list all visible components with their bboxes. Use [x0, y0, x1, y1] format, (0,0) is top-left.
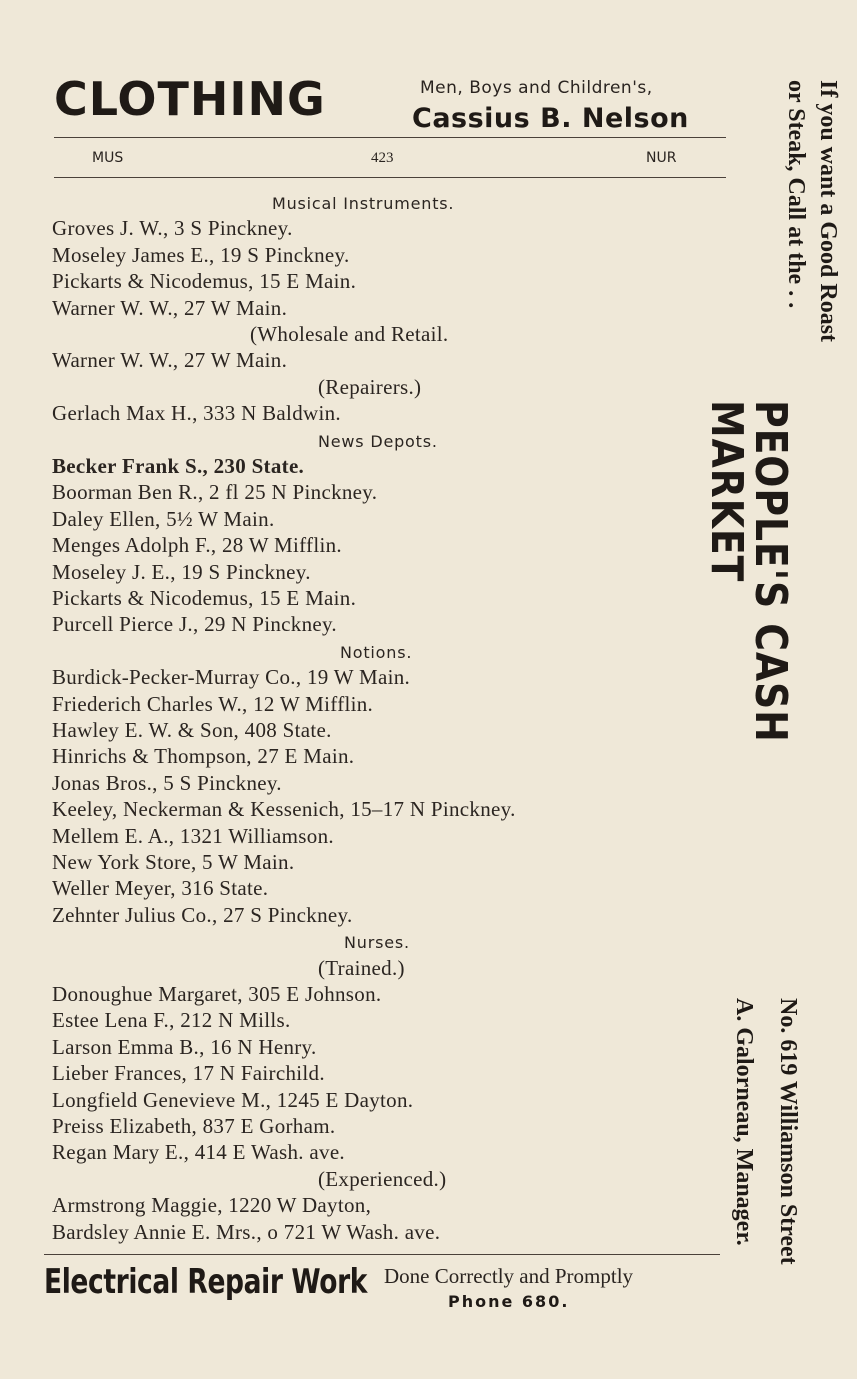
- listing-entry: New York Store, 5 W Main.: [52, 850, 295, 874]
- side-advert-market-name: PEOPLE'S CASH MARKET: [701, 400, 796, 743]
- footer-advert-title: Electrical Repair Work: [44, 1262, 368, 1302]
- side-advert-row-address: [770, 998, 800, 1338]
- section-heading: Notions.: [340, 642, 413, 662]
- listing-entry: Purcell Pierce J., 29 N Pinckney.: [52, 612, 337, 637]
- listing-entry: Moseley James E., 19 S Pinckney.: [52, 242, 350, 267]
- listing-entry: Regan Mary E., 414 E Wash. ave.: [52, 1140, 345, 1165]
- footer-advert-tagline: Done Correctly and Promptly: [384, 1264, 634, 1288]
- footer-advert-phone: Phone 680.: [448, 1292, 570, 1311]
- listing-entry: Pickarts & Nicodemus, 15 E Main.: [52, 586, 357, 610]
- listing-entry: Gerlach Max H., 333 N Baldwin.: [52, 401, 341, 426]
- header-rule-bottom: [54, 177, 726, 178]
- listing-entry: Lieber Frances, 17 N Fairchild.: [52, 1061, 325, 1086]
- listing-entry: Hinrichs & Thompson, 27 E Main.: [52, 744, 355, 769]
- listing-entry: Longfield Genevieve M., 1245 E Dayton.: [52, 1087, 414, 1112]
- listing-entry: Daley Ellen, 5½ W Main.: [52, 506, 275, 531]
- side-advert-big-block: [701, 400, 796, 1000]
- side-advert-address: No. 619 Williamson Street: [775, 998, 801, 1265]
- subsection-label: (Wholesale and Retail.: [250, 322, 449, 346]
- listing-entry: Groves J. W., 3 S Pinckney.: [52, 216, 293, 241]
- listing-entry: Zehnter Julius Co., 27 S Pinckney.: [52, 902, 353, 927]
- listing-entry: Weller Meyer, 316 State.: [52, 876, 269, 901]
- listing-entry: Estee Lena F., 212 N Mills.: [52, 1008, 291, 1033]
- listing-entry: Bardsley Annie E. Mrs., o 721 W Wash. ave.: [52, 1219, 441, 1244]
- footer-rule: [44, 1254, 720, 1255]
- listing-entry: Preiss Elizabeth, 837 E Gorham.: [52, 1114, 336, 1138]
- running-head-left: MUS: [92, 150, 124, 166]
- subsection-label: (Repairers.): [318, 374, 422, 399]
- side-advert-manager: A. Galorneau, Manager.: [731, 998, 757, 1246]
- section-heading: Musical Instruments.: [272, 194, 455, 213]
- listing-entry: Larson Emma B., 16 N Henry.: [52, 1034, 317, 1059]
- side-advert-manager-block: [726, 998, 758, 1338]
- header-advert-clothing: CLOTHING: [54, 72, 326, 126]
- listing-entry: Becker Frank S., 230 State.: [52, 454, 305, 478]
- listing-entry: Menges Adolph F., 28 W Mifflin.: [52, 533, 342, 558]
- listing-entry: Mellem E. A., 1321 Williamson.: [52, 823, 334, 848]
- header-rule-top: [54, 137, 726, 138]
- listing-entry: Jonas Bros., 5 S Pinckney.: [52, 770, 282, 795]
- subsection-label: (Trained.): [318, 955, 405, 980]
- listing-entry: Donoughue Margaret, 305 E Johnson.: [52, 982, 382, 1006]
- listing-entry: Friederich Charles W., 12 W Mifflin.: [52, 691, 374, 716]
- listing-entry: Pickarts & Nicodemus, 15 E Main.: [52, 269, 357, 294]
- section-heading: News Depots.: [318, 431, 438, 451]
- side-advert-line-1: If you want a Good Roast: [815, 80, 841, 343]
- listing-entry: Hawley E. W. & Son, 408 State.: [52, 718, 332, 742]
- subsection-label: (Experienced.): [318, 1166, 447, 1191]
- listing-entry: Warner W. W., 27 W Main.: [52, 295, 288, 320]
- listing-entry: Keeley, Neckerman & Kessenich, 15–17 N Pinckney.: [52, 797, 516, 822]
- page-number: 423: [371, 150, 394, 166]
- listing-entry: Moseley J. E., 19 S Pinckney.: [52, 559, 311, 584]
- side-advert-address-block: [770, 998, 800, 1338]
- header-advert-tagline: Men, Boys and Children's,: [420, 78, 653, 98]
- side-advert-row-1: [810, 80, 840, 1330]
- running-head-right: NUR: [646, 150, 677, 166]
- side-advert-row-manager: [726, 998, 756, 1338]
- listing-entry: Burdick-Pecker-Murray Co., 19 W Main.: [52, 665, 411, 690]
- listing-entry: Boorman Ben R., 2 fl 25 N Pinckney.: [52, 480, 378, 505]
- listing-entry: Warner W. W., 27 W Main.: [52, 348, 288, 373]
- listing-entry: Armstrong Maggie, 1220 W Dayton,: [52, 1193, 372, 1218]
- side-advert-line-2: or Steak, Call at the . .: [783, 80, 809, 309]
- section-heading: Nurses.: [344, 933, 410, 953]
- header-advert-name: Cassius B. Nelson: [412, 103, 689, 134]
